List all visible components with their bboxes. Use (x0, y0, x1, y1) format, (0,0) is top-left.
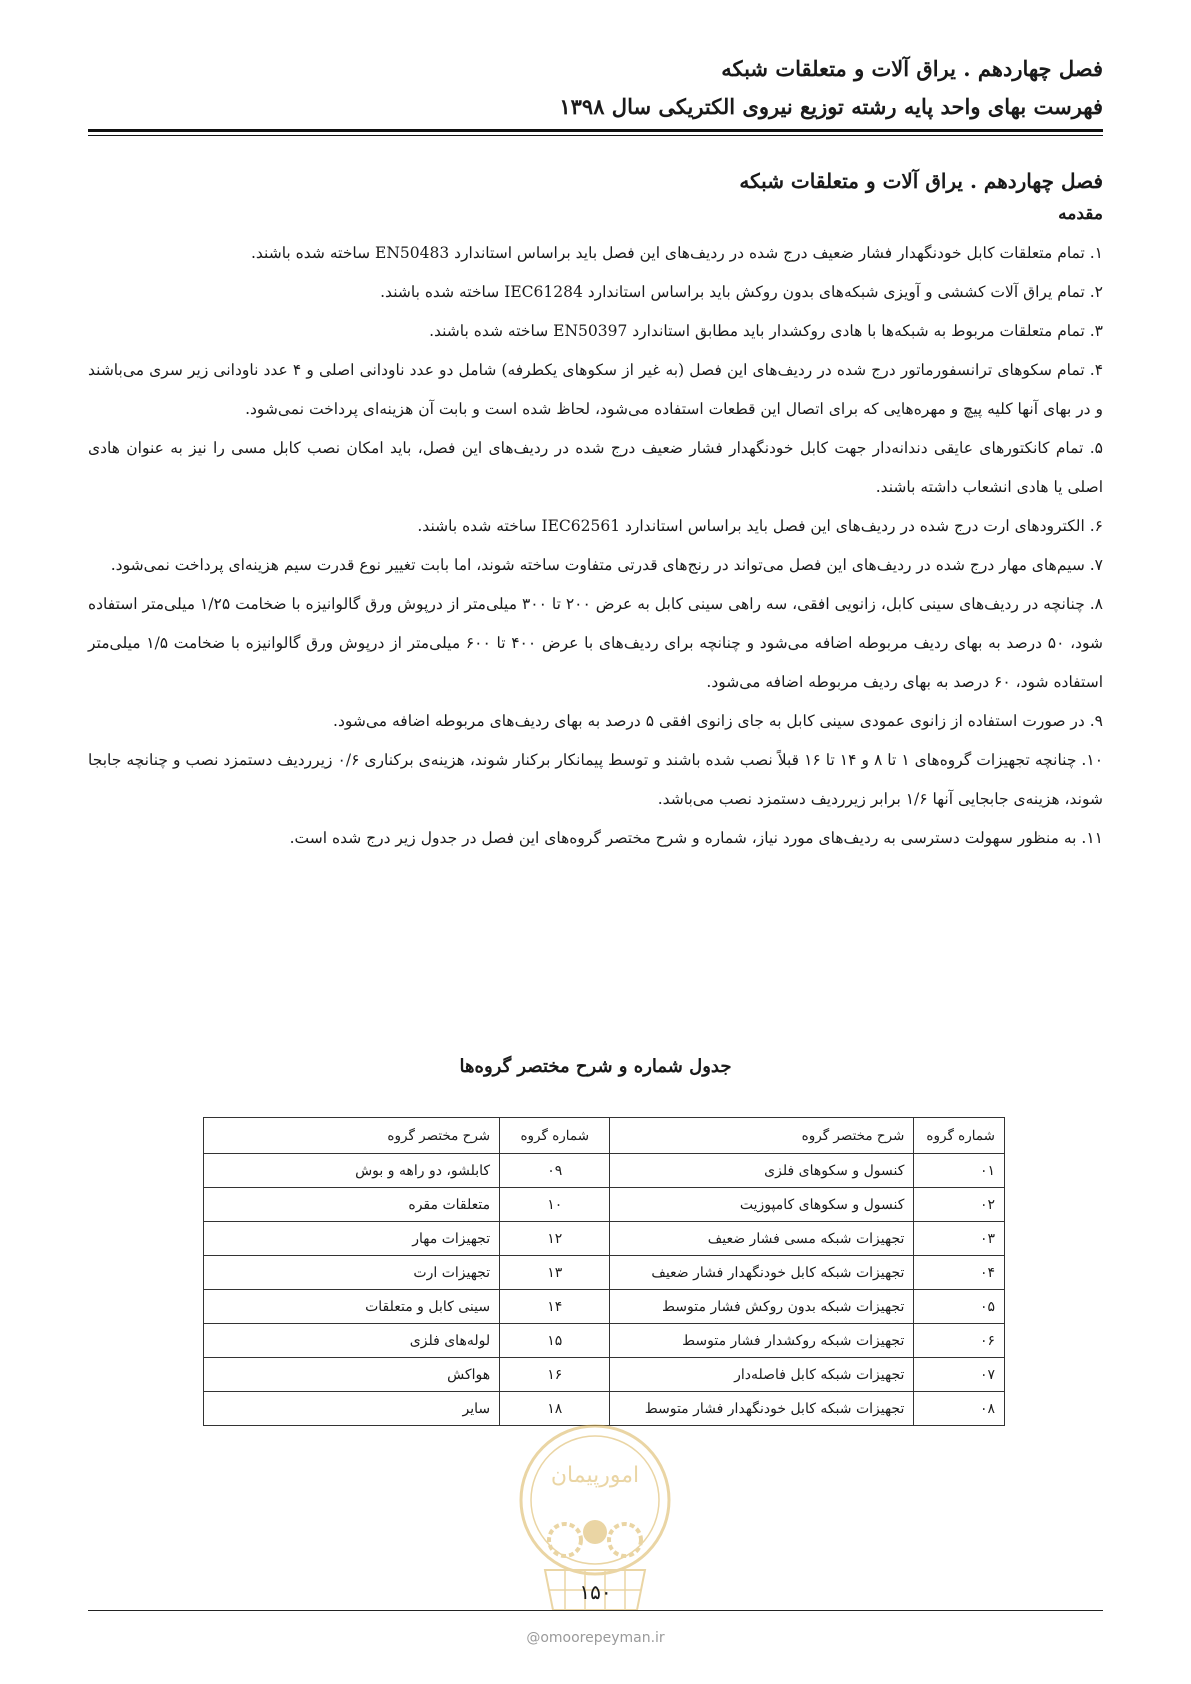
intro-title: مقدمه (1058, 204, 1103, 224)
table-header-row (204, 1118, 1005, 1154)
page-content (88, 162, 1103, 858)
group-number: ۰۵ (914, 1290, 1005, 1324)
group-description: کابلشو، دو راهه و بوش (204, 1154, 500, 1188)
header-group-number: شماره گروه (914, 1118, 1005, 1154)
group-description: تجهیزات شبکه بدون روکش فشار متوسط (610, 1290, 914, 1324)
group-number: ۰۱ (914, 1154, 1005, 1188)
group-description: سینی کابل و متعلقات (204, 1290, 500, 1324)
table-row (204, 1324, 1005, 1358)
watermark-text: @omoorepeyman.ir (526, 1630, 665, 1646)
group-number: ۰۸ (914, 1392, 1005, 1426)
group-description: تجهیزات شبکه کابل خودنگهدار فشار متوسط (610, 1392, 914, 1426)
group-number: ۰۴ (914, 1256, 1005, 1290)
page-header (88, 50, 1103, 126)
table-row (204, 1154, 1005, 1188)
table-row (204, 1290, 1005, 1324)
group-number: ۰۲ (914, 1188, 1005, 1222)
rule-item: ۱۱. به منظور سهولت دسترسی به ردیف‌های مورد نیاز، شماره و شرح مختصر گروه‌های این فصل در جدول زیر درج شده است. (289, 829, 1103, 847)
header-list-line: فهرست بهای واحد پایه رشته توزیع نیروی الکتریکی سال ۱۳۹۸ (559, 94, 1103, 119)
header-group-description: شرح مختصر گروه (610, 1118, 914, 1154)
header-group-description: شرح مختصر گروه (204, 1118, 500, 1154)
group-number: ۰۳ (914, 1222, 1005, 1256)
group-description: تجهیزات شبکه کابل فاصله‌دار (610, 1358, 914, 1392)
group-description: تجهیزات شبکه کابل خودنگهدار فشار ضعیف (610, 1256, 914, 1290)
group-description: متعلقات مقره (204, 1188, 500, 1222)
page-number: ۱۵۰ (579, 1580, 612, 1604)
table-row (204, 1358, 1005, 1392)
rule-item: ۷. سیم‌های مهار درج شده در ردیف‌های این فصل می‌تواند در رنج‌های قدرتی متفاوت ساخته شوند، اما بابت تغییر نوع قدرت سیم هزینه‌ای پرداخت نمی‌شود. (110, 556, 1103, 574)
rule-item: ۳. تمام متعلقات مربوط به شبکه‌ها با هادی روکشدار باید مطابق استاندارد EN50397 ساخته شده باشند. (429, 322, 1103, 340)
group-description: تجهیزات شبکه روکشدار فشار متوسط (610, 1324, 914, 1358)
group-number: ۰۶ (914, 1324, 1005, 1358)
group-number: ۱۸ (500, 1392, 610, 1426)
rule-item: ۹. در صورت استفاده از زانوی عمودی سینی کابل به جای زانوی افقی ۵ درصد به بهای ردیف‌های مربوطه اضافه می‌شود. (333, 712, 1103, 730)
group-description: تجهیزات شبکه مسی فشار ضعیف (610, 1222, 914, 1256)
group-number: ۱۳ (500, 1256, 610, 1290)
group-description: کنسول و سکوهای کامپوزیت (610, 1188, 914, 1222)
group-description: تجهیزات مهار (204, 1222, 500, 1256)
group-description: سایر (204, 1392, 500, 1426)
group-number: ۰۷ (914, 1358, 1005, 1392)
header-group-number: شماره گروه (500, 1118, 610, 1154)
groups-table (203, 1117, 1005, 1426)
rule-item: ۲. تمام یراق آلات کششی و آویزی شبکه‌های بدون روکش باید براساس استاندارد IEC61284 ساخته شده باشند. (380, 283, 1103, 301)
chapter-title: فصل چهاردهم . یراق آلات و متعلقات شبکه (739, 169, 1103, 193)
table-row (204, 1256, 1005, 1290)
table-row (204, 1188, 1005, 1222)
rule-item: ۸. چنانچه در ردیف‌های سینی کابل، زانویی افقی، سه راهی سینی کابل به عرض ۲۰۰ تا ۳۰۰ میلی‌متر از درپوش ورق گالوانیزه با ضخامت ۱/۲۵ میلی‌متر استفاده شود، ۵۰ درصد به بهای ردیف مربوطه اضافه می‌شود و چنانچه برای ردیف‌های با عرض ۴۰۰ تا ۶۰۰ میلی‌متر از درپوش ورق گالوانیزه با ضخامت ۱/۵ میلی‌متر استفاده شود، ۶۰ درصد به بهای ردیف مربوطه اضافه می‌شود. (88, 595, 1103, 691)
rules-list (88, 234, 1103, 858)
group-number: ۰۹ (500, 1154, 610, 1188)
group-description: تجهیزات ارت (204, 1256, 500, 1290)
rule-item: ۴. تمام سکوهای ترانسفورماتور درج شده در ردیف‌های این فصل (به غیر از سکوهای یکطرفه) شامل دو عدد ناودانی اصلی و ۴ عدد ناودانی زیر سری می‌باشند و در بهای آنها کلیه پیچ و مهره‌هایی که برای اتصال این قطعات استفاده می‌شود، لحاظ شده است و بابت آن هزینه‌ای پرداخت نمی‌شود. (88, 361, 1104, 418)
group-number: ۱۰ (500, 1188, 610, 1222)
group-number: ۱۲ (500, 1222, 610, 1256)
table-row (204, 1222, 1005, 1256)
stamp-lettering: امورپیمان (550, 1463, 640, 1488)
group-description: هواکش (204, 1358, 500, 1392)
group-number: ۱۴ (500, 1290, 610, 1324)
header-rule-thin (88, 135, 1103, 136)
group-number: ۱۵ (500, 1324, 610, 1358)
rule-item: ۶. الکترودهای ارت درج شده در ردیف‌های این فصل باید براساس استاندارد IEC62561 ساخته شده باشند. (417, 517, 1103, 535)
header-chapter-line: فصل چهاردهم . یراق آلات و متعلقات شبکه (721, 56, 1103, 81)
rule-item: ۱. تمام متعلقات کابل خودنگهدار فشار ضعیف درج شده در ردیف‌های این فصل باید براساس استاندارد EN50483 ساخته شده باشند. (250, 244, 1103, 262)
table-caption: جدول شماره و شرح مختصر گروه‌ها (459, 1056, 732, 1077)
group-description: کنسول و سکوهای فلزی (610, 1154, 914, 1188)
group-number: ۱۶ (500, 1358, 610, 1392)
header-rule-thick (88, 129, 1103, 132)
footer-rule (88, 1610, 1103, 1611)
rule-item: ۵. تمام کانکتورهای عایقی دندانه‌دار جهت کابل خودنگهدار فشار ضعیف درج شده در ردیف‌های این فصل، باید امکان نصب کابل مسی را نیز به عنوان هادی اصلی یا هادی انشعاب داشته باشند. (88, 439, 1103, 496)
group-description: لوله‌های فلزی (204, 1324, 500, 1358)
rule-item: ۱۰. چنانچه تجهیزات گروه‌های ۱ تا ۸ و ۱۴ تا ۱۶ قبلاً نصب شده باشند و توسط پیمانکار برکنار شوند، هزینه‌ی برکناری ۰/۶ زیرردیف دستمزد نصب و چنانچه جابجا شوند، هزینه‌ی جابجایی آنها ۱/۶ برابر زیرردیف دستمزد نصب می‌باشد. (88, 751, 1104, 808)
